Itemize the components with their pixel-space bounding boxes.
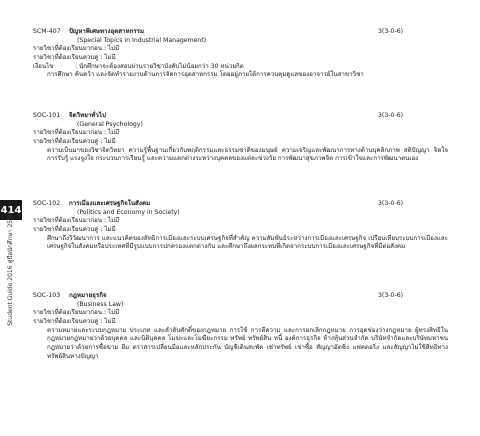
course-code: SCM-407 bbox=[33, 28, 61, 35]
course-name-th: กฎหมายธุรกิจ bbox=[69, 292, 107, 299]
course-description: การศึกษา ค้นคว้า และจัดทำรายงานด้านการจัดการอุตสาหกรรม โดยอยู่ภายใต้การควบคุมดูแลของอาจารย์ในสาขาวิชา bbox=[47, 71, 364, 79]
course-name-th: การเมืองและเศรษฐกิจในสังคม bbox=[69, 200, 151, 207]
course-coreq: รายวิชาที่ต้องเรียนควบคู่ : ไม่มี bbox=[33, 226, 116, 234]
course-prereq: รายวิชาที่ต้องเรียนมาก่อน : ไม่มี bbox=[33, 129, 120, 137]
course-code: SOC-102 bbox=[33, 200, 61, 207]
course-name-th: ปัญหาพิเศษทางอุตสาหกรรม bbox=[69, 28, 145, 35]
course-code: SOC-103 bbox=[33, 292, 61, 299]
course-description: ความเป็นมาของวิชาจิตวิทยา ความรู้พื้นฐานเกี่ยวกับพฤติกรรมและธรรมชาติของมนุษย์ ความเจริญและพัฒนาการทางด้านบุคลิกภาพ สติปัญญา จิตใจ การรับรู้ แรงจูงใจ กระบวนการเรียนรู้ และความแตกต่างระหว่างบุคคลของแต่ละช่วงวัย การพัฒนาสุขภาพจิต การเข้าใจและการพัฒนาตนเอง bbox=[47, 146, 448, 163]
course-description: ความหมายและระบบกฎหมาย ประเภท และลำดับศักดิ์ของกฎหมาย การใช้ การตีความ และการยกเลิกกฎหมาย การอุดช่องว่างกฎหมาย ผู้ทรงสิทธิในกฎหมายกฎหมายว่าด้วยบุคคล และนิติบุคคล โมฆะและโมฆียะกรรม ทรัพย์ ทรัพย์สิน หนี้ องค์การธุรกิจ ห้างหุ้นส่วนจำกัด บริษัทจำกัดและบริษัทมหาชน กฎหมายว่าด้วยการซื้อขาย ยืม ตราสารเปลี่ยนมือและหลักประกัน บัญชีเดินสะพัด เช่าทรัพย์ เช่าซื้อ สัญญาอัตซิ่ง แฟคตอริ่ง และสัญญาไม่ใช้สิทธิทางทรัพย์สินทางปัญญา bbox=[47, 326, 448, 360]
course-credits: 3(3-0-6) bbox=[378, 200, 404, 207]
course-prereq: รายวิชาที่ต้องเรียนมาก่อน : ไม่มี bbox=[33, 309, 120, 317]
side-running-title: Student Guide 2016 คู่มือนักศึกษา 2559 bbox=[7, 212, 14, 326]
course-name-th: จิตวิทยาทั่วไป bbox=[69, 112, 106, 119]
course-name-en: (Business Law) bbox=[77, 300, 124, 308]
condition-label: เงื่อนไข bbox=[33, 62, 54, 70]
course-name-en: (Politics and Economy in Society) bbox=[77, 208, 180, 216]
course-credits: 3(3-0-6) bbox=[378, 112, 404, 119]
course-coreq: รายวิชาที่ต้องเรียนควบคู่ : ไม่มี bbox=[33, 54, 116, 62]
course-description: ศึกษาถึงวิวัฒนาการ และแนวคิดของลัทธิการเมืองและระบบเศรษฐกิจที่สำคัญ ความสัมพันธ์ระหว่างการเมืองและเศรษฐกิจ เปรียบเทียบระบบการเมืองและเศรษฐกิจในสังคมหรือประเทศที่มีรูปแบบการปกครองแตกต่างกัน และศึกษาถึงผลกระทบที่เกิดจากระบบการเมืองและเศรษฐกิจที่มีต่อสังคม bbox=[47, 234, 448, 251]
course-coreq: รายวิชาที่ต้องเรียนควบคู่ : ไม่มี bbox=[33, 318, 116, 326]
course-name-en: (General Psychology) bbox=[77, 120, 143, 128]
course-entry bbox=[33, 28, 448, 80]
course-credits: 3(3-0-6) bbox=[378, 28, 404, 35]
course-coreq: รายวิชาที่ต้องเรียนควบคู่ : ไม่มี bbox=[33, 138, 116, 146]
course-code: SOC-101 bbox=[33, 112, 61, 119]
page-number: 414 bbox=[0, 204, 22, 216]
course-entry bbox=[33, 292, 448, 361]
course-credits: 3(3-0-6) bbox=[378, 292, 404, 299]
condition-text: : นักศึกษาจะต้องสอบผ่านรายวิชาบังคับไม่น้อยกว่า 30 หน่วยกิต bbox=[75, 62, 244, 70]
course-name-en: (Special Topics in Industrial Management) bbox=[77, 36, 207, 44]
course-entry bbox=[33, 112, 448, 164]
course-prereq: รายวิชาที่ต้องเรียนมาก่อน : ไม่มี bbox=[33, 217, 120, 225]
course-prereq: รายวิชาที่ต้องเรียนมาก่อน : ไม่มี bbox=[33, 45, 120, 53]
course-entry bbox=[33, 200, 448, 252]
